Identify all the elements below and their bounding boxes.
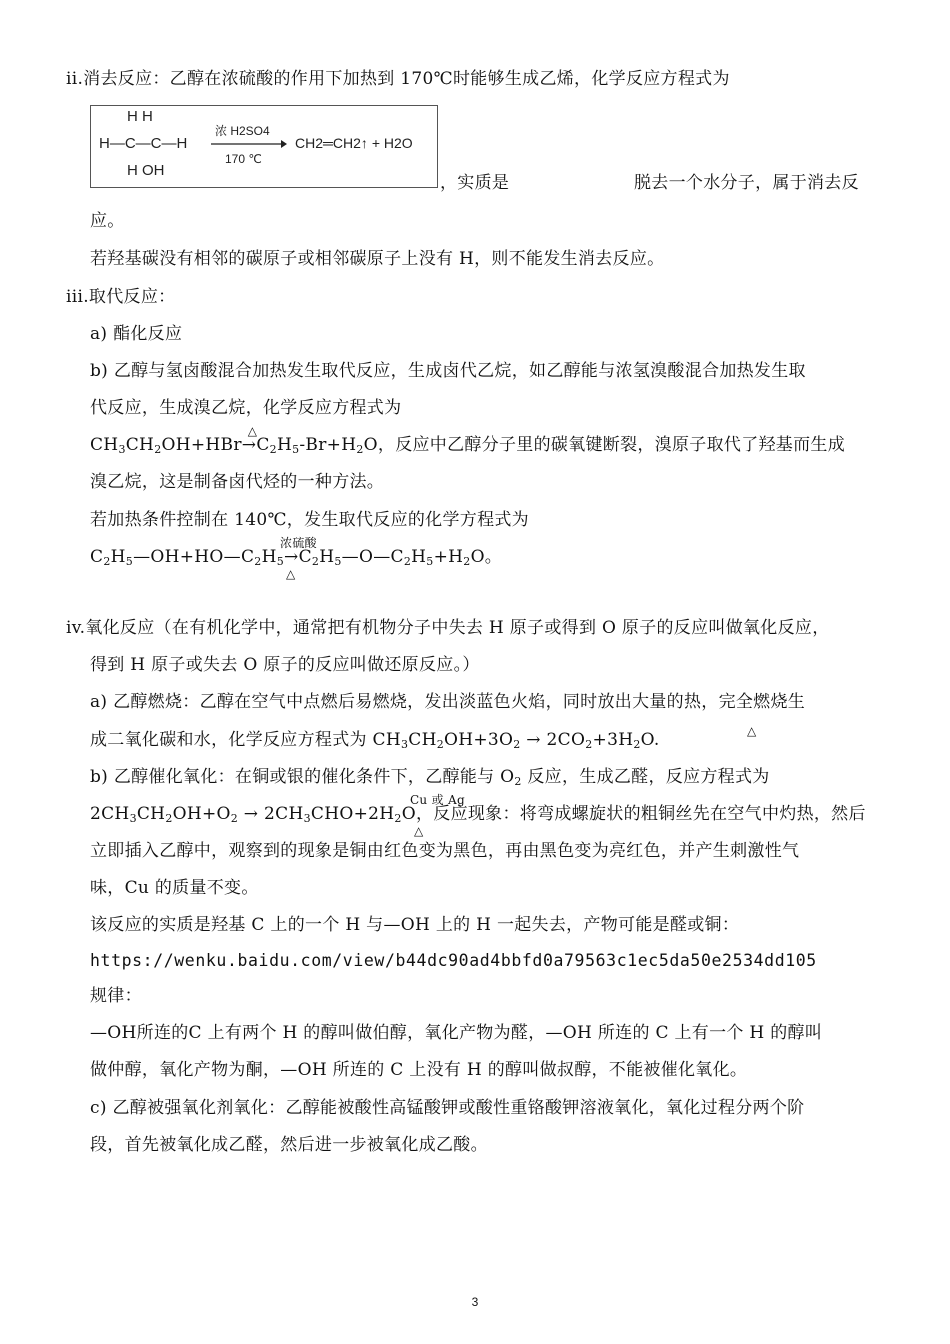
line-phenomenon: 立即插入乙醇中，观察到的现象是铜由红色变为黑色，再由黑色变为亮红色，并产生刺激性气 — [90, 841, 800, 861]
line-oxidation-def: 得到 H 原子或失去 O 原子的反应叫做还原反应。） — [90, 655, 480, 675]
heat-condition: △ — [247, 424, 258, 438]
elimination-reaction-diagram — [90, 105, 438, 188]
line-rule-primary: —OH所连的C 上有两个 H 的醇叫做伯醇，氧化产物为醛，—OH 所连的 C 上有一个 H 的醇叫 — [90, 1023, 823, 1043]
ether-heat-condition: △ — [286, 567, 296, 581]
line-hydrohalic: b) 乙醇与氢卤酸混合加热发生取代反应，生成卤代乙烷，如乙醇能与浓氢溴酸混合加热发生取 — [90, 361, 806, 381]
line-essence-b: 脱去一个水分子，属于消去反 — [634, 173, 859, 193]
line-bromoethane: 溴乙烷，这是制备卤代烃的一种方法。 — [90, 472, 385, 492]
line-no-h-rule: 若羟基碳没有相邻的碳原子或相邻碳原子上没有 H，则不能发生消去反应。 — [90, 249, 665, 269]
equation-hbr: $CH_3CH_2OH+HBr$ △ $\to C_2H_5-Br+H_2O$，反应中乙醇分子里的碳氧键断裂，溴原子取代了羟基而生成 — [90, 434, 845, 461]
box-h-oh-bottom: H OH — [127, 162, 165, 179]
line-essence-a: ，实质是 — [440, 173, 510, 193]
equation-ether: $C_2H_5—OH+HO—C_2H_5$ 浓硫酸 → △ $C_2H_5—O—C_2H_5+H_2O$。 — [90, 546, 502, 573]
box-temp: 170 ℃ — [225, 152, 262, 166]
line-reaction-end: 应。 — [90, 211, 125, 231]
catalyst-condition: Cu 或 Ag — [409, 793, 465, 807]
conc-acid-condition: 浓硫酸 — [280, 536, 317, 550]
line-essence-oxidation: 该反应的实质是羟基 C 上的一个 H 与—OH 上的 H 一起失去，产物可能是醛或铜： — [90, 915, 740, 935]
line-combustion: a) 乙醇燃烧：乙醇在空气中点燃后易燃烧，发出淡蓝色火焰，同时放出大量的热，完全燃烧生 — [90, 692, 806, 712]
line-cu-mass: 味，Cu 的质量不变。 — [90, 878, 259, 898]
source-url[interactable]: https://wenku.baidu.com/view/b44dc90ad4bbfd0a79563c1ec5da50e2534dd105 — [90, 951, 817, 970]
line-substitution-title: iii.取代反应： — [66, 287, 176, 307]
line-rule-secondary: 做仲醇，氧化产物为酮，—OH 所连的 C 上没有 H 的醇叫做叔醇，不能被催化氧化。 — [90, 1060, 748, 1080]
box-carbon-chain: H—C—C—H — [99, 135, 188, 152]
equation-catalytic: $2CH_3CH_2OH+O_2 \to 2CH_3CHO+2H_2O$ Cu 或 Ag ， △ 反应现象：将弯成螺旋状的粗铜丝先在空气中灼热，然后 — [90, 803, 866, 830]
line-rule-title: 规律： — [90, 986, 142, 1006]
line-oxidation-title: iv.氧化反应（在有机化学中，通常把有机物分子中失去 H 原子或得到 O 原子的反应叫做氧化反应， — [66, 618, 830, 638]
combustion-heat-condition: △ — [747, 724, 757, 738]
hbr-explanation: ，反应中乙醇分子里的碳氧键断裂，溴原子取代了羟基而生成 — [377, 435, 845, 455]
box-product: CH2═CH2↑ + H2O — [295, 135, 413, 151]
line-hydrohalic-cont: 代反应，生成溴乙烷，化学反应方程式为 — [90, 398, 402, 418]
line-two-stages: 段，首先被氧化成乙醛，然后进一步被氧化成乙酸。 — [90, 1135, 488, 1155]
line-esterification: a) 酯化反应 — [90, 324, 183, 344]
reaction-arrow-icon — [211, 140, 287, 148]
box-h-top: H H — [127, 108, 153, 125]
line-140c: 若加热条件控制在 140℃，发生取代反应的化学方程式为 — [90, 510, 529, 530]
line-strong-oxidant: c) 乙醇被强氧化剂氧化：乙醇能被酸性高锰酸钾或酸性重铬酸钾溶液氧化，氧化过程分两个阶 — [90, 1098, 805, 1118]
page-number: 3 — [471, 1295, 479, 1309]
catalyst-heat-condition: △ — [413, 824, 424, 838]
equation-combustion: 成二氧化碳和水，化学反应方程式为 $CH_3CH_2OH+3O_2 \to 2CO_2+3H_2O$. — [90, 730, 660, 751]
box-reagent: 浓 H2SO4 — [215, 124, 270, 138]
line-elimination-title: ii.消去反应：乙醇在浓硫酸的作用下加热到 170℃时能够生成乙烯，化学反应方程式为 — [66, 69, 730, 89]
line-catalytic: b) 乙醇催化氧化：在铜或银的催化条件下，乙醇能与 $O_2$ 反应，生成乙醛，反应方程式为 — [90, 767, 770, 788]
